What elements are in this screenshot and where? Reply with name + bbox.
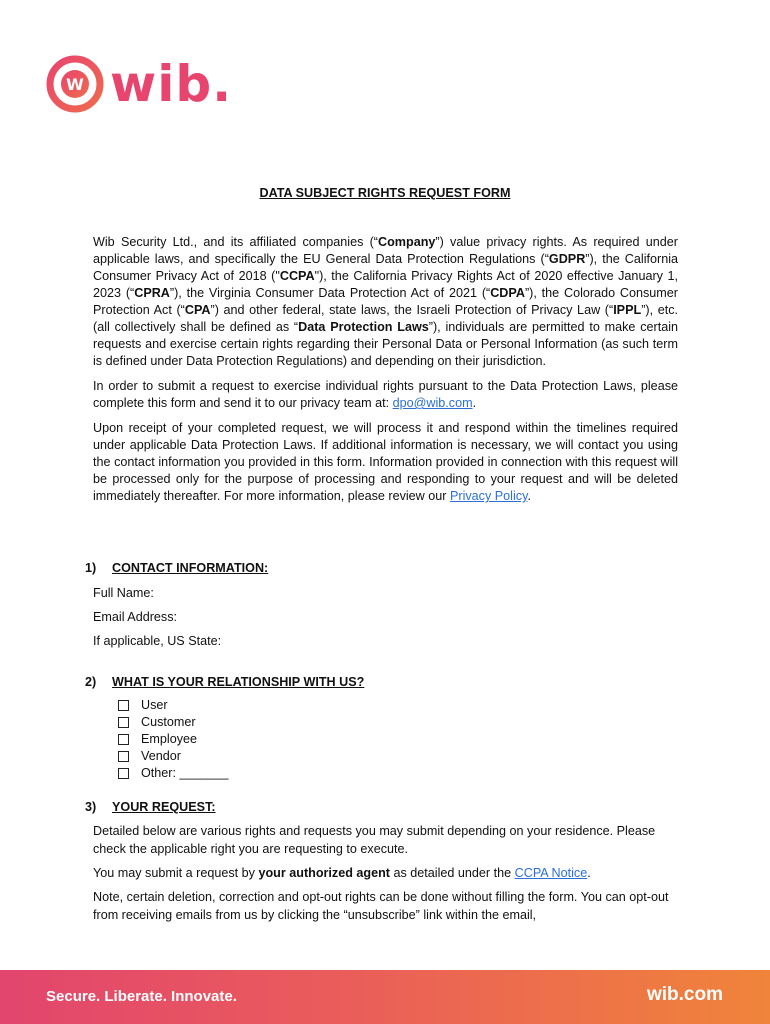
option-other[interactable] — [118, 765, 229, 782]
option-label: Customer — [141, 715, 196, 729]
request-paragraph-2-text: You may submit a request by — [93, 866, 259, 880]
option-user[interactable] — [118, 697, 229, 714]
section-number: 3) — [85, 800, 97, 814]
ccpa-notice-link[interactable]: CCPA Notice — [514, 866, 588, 880]
checkbox-icon[interactable] — [118, 700, 129, 711]
section-title: CONTACT INFORMATION: — [112, 561, 269, 575]
request-paragraph-3: Note, certain deletion, correction and opt-out rights can be done without filling the form. You can opt-out from receiving emails from us by clicking the “unsubscribe” link within the email, — [93, 890, 669, 922]
request-paragraph-2 — [93, 864, 678, 882]
option-vendor[interactable] — [118, 748, 229, 765]
option-label: User — [141, 698, 168, 712]
intro-section — [93, 234, 678, 513]
us-state-field[interactable]: If applicable, US State: — [93, 634, 222, 648]
company-logo — [46, 56, 232, 112]
intro-paragraph-2-text: In order to submit a request to exercise individual rights pursuant to the Data Protection Laws, please complete this form and send it to our privacy team at: — [93, 379, 678, 410]
request-section — [93, 822, 678, 930]
option-employee[interactable] — [118, 731, 229, 748]
intro-paragraph-2-end: . — [472, 396, 477, 410]
full-name-field[interactable]: Full Name: — [93, 586, 154, 600]
footer-site: wib.com — [646, 984, 723, 1005]
checkbox-icon[interactable] — [118, 768, 129, 779]
intro-paragraph-3-text: Upon receipt of your completed request, we will process it and respond within the timelines required under applicable Data Protection Laws. If additional information is necessary, we will contact you using the contact information you provided in this form. Information provided in connection with this request will be processed only for the purpose of processing and responding to your request and will be deleted immediately thereafter. For more information, please review our — [93, 421, 678, 503]
section-title: WHAT IS YOUR RELATIONSHIP WITH US? — [112, 675, 365, 689]
logo-letter: W — [66, 75, 84, 94]
option-customer[interactable] — [118, 714, 229, 731]
section-title: YOUR REQUEST: — [112, 800, 216, 814]
request-paragraph-2-mid: as detailed under the — [390, 866, 515, 880]
section-number: 2) — [85, 675, 97, 689]
dpo-email-link[interactable]: dpo@wib.com — [392, 396, 473, 410]
section-contact-heading — [85, 561, 268, 575]
request-paragraph-1: Detailed below are various rights and requests you may submit depending on your residence. Please check the applicable right you are requesting to execute. — [93, 824, 656, 856]
intro-paragraph-2 — [93, 378, 678, 412]
page-title: DATA SUBJECT RIGHTS REQUEST FORM — [259, 186, 511, 200]
option-label: Other: _______ — [141, 766, 229, 780]
checkbox-icon[interactable] — [118, 717, 129, 728]
section-number: 1) — [85, 561, 97, 575]
privacy-policy-link[interactable]: Privacy Policy — [449, 489, 528, 503]
section-relationship-heading — [85, 675, 364, 689]
logo-wordmark: wib. — [110, 55, 233, 113]
authorized-agent-text: your authorized agent — [258, 866, 390, 880]
email-address-field[interactable]: Email Address: — [93, 610, 177, 624]
wib-logo-icon — [46, 55, 104, 113]
footer-tagline: Secure. Liberate. Innovate. — [46, 988, 237, 1005]
intro-paragraph-3 — [93, 420, 678, 505]
option-label: Vendor — [141, 749, 181, 763]
checkbox-icon[interactable] — [118, 734, 129, 745]
relationship-options — [118, 697, 229, 782]
intro-paragraph-1: Wib Security Ltd., and its affiliated companies (“Company”) value privacy rights. As required under applicable laws, and specifically the EU General Data Protection Regulations (“GDPR”), the California Consumer Privacy Act of 2018 ("CCPA"), the California Privacy Rights Act of 2020 effective January 1, 2023 (“CPRA”), the Virginia Consumer Data Protection Act of 2021 (“CDPA”), the Colorado Consumer Protection Act (“CPA”) and other federal, state laws, the Israeli Protection of Privacy Law (“IPPL”), etc. (all collectively shall be defined as “Data Protection Laws”), individuals are permitted to make certain requests and exercise certain rights regarding their Personal Data or Personal Information (as such term is defined under Data Protection Regulations) and depending on their jurisdiction. — [93, 235, 679, 368]
option-label: Employee — [141, 732, 198, 746]
intro-paragraph-3-end: . — [527, 489, 531, 503]
section-request-heading — [85, 800, 216, 814]
request-paragraph-2-end: . — [587, 866, 591, 880]
checkbox-icon[interactable] — [118, 751, 129, 762]
footer-banner — [0, 970, 770, 1024]
